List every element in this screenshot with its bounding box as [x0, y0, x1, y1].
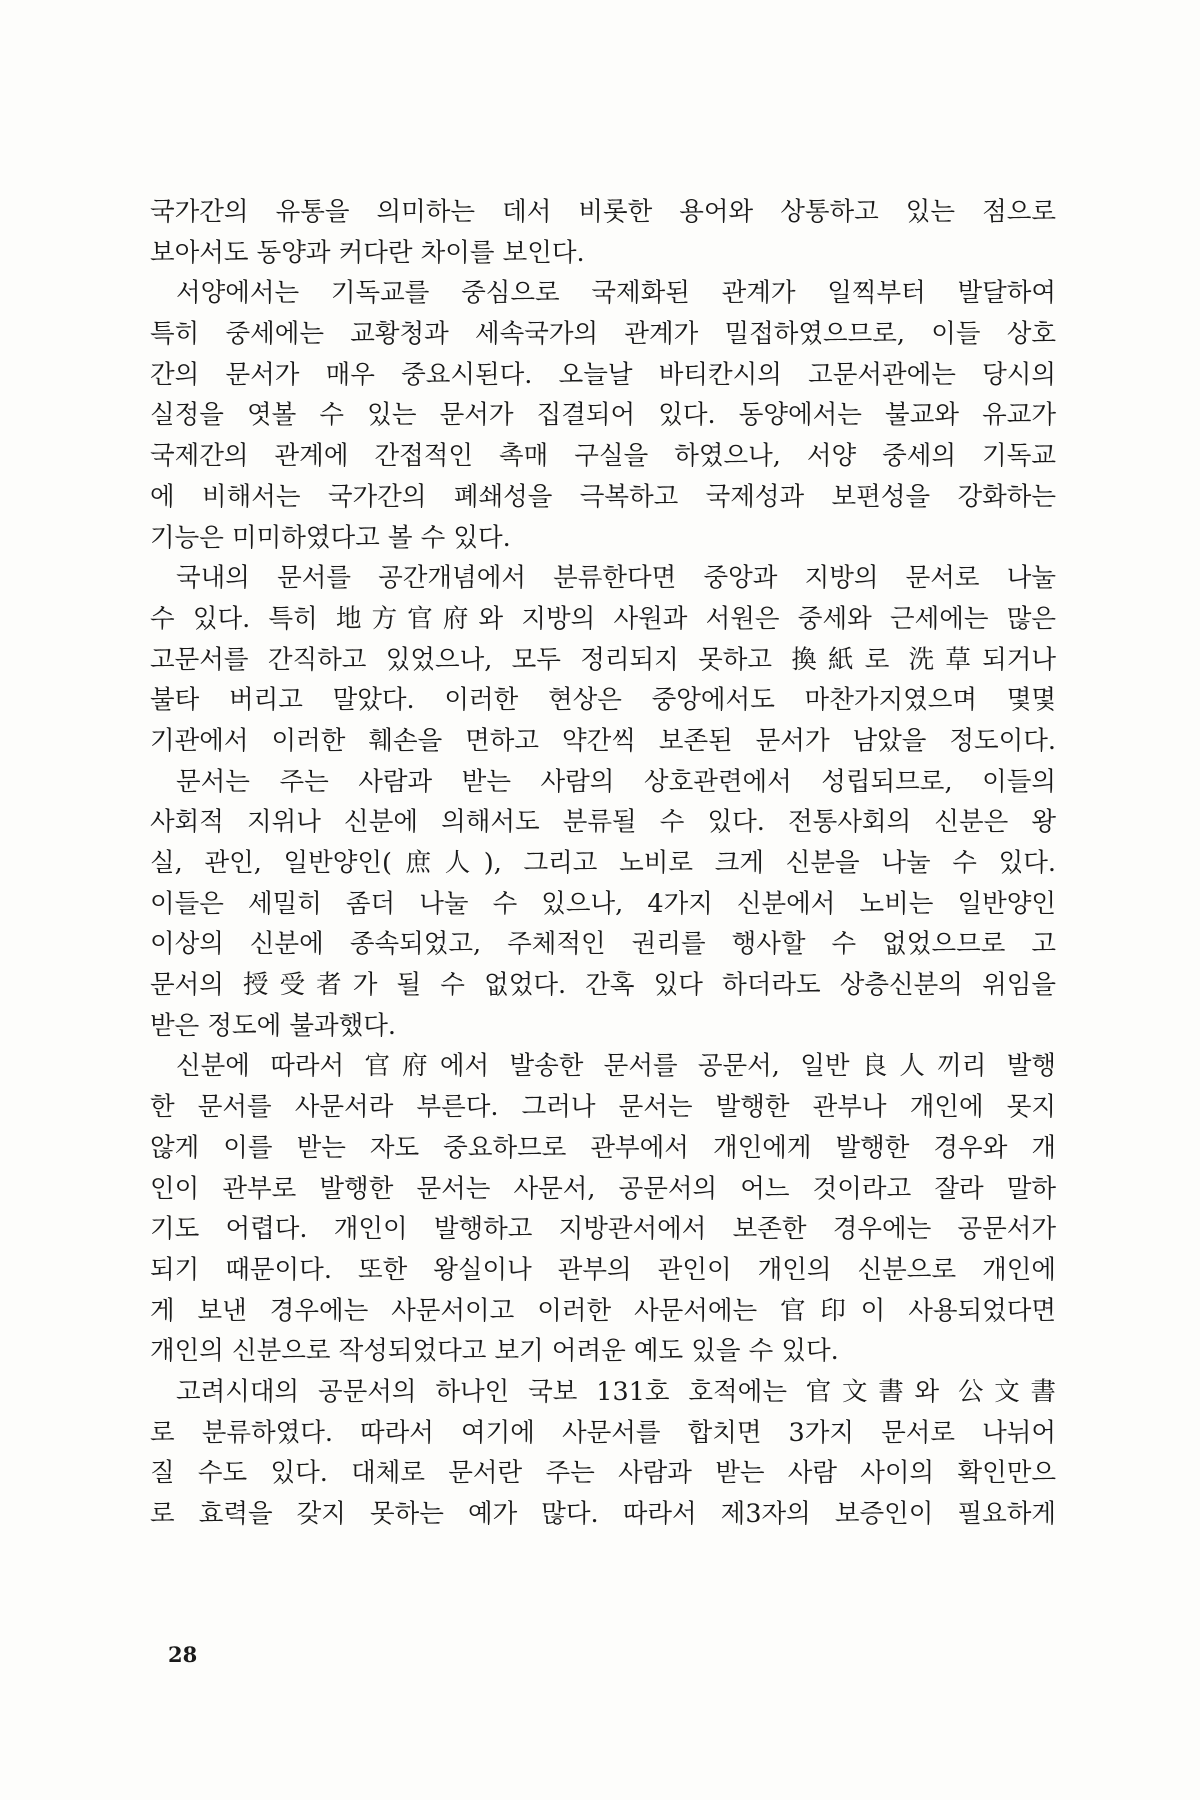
text-line: 인이 관부로 발행한 문서는 사문서, 공문서의 어느 것이라고 잘라 말하: [150, 1173, 1056, 1204]
text-line: 문서는 주는 사람과 받는 사람의 상호관련에서 성립되므로, 이들의: [176, 766, 1056, 797]
text-line: 신분에 따라서 官府에서 발송한 문서를 공문서, 일반良人끼리 발행: [176, 1051, 1056, 1082]
text-line: 국가간의 유통을 의미하는 데서 비롯한 용어와 상통하고 있는 점으로: [150, 197, 1056, 227]
text-line: 질 수도 있다. 대체로 문서란 주는 사람과 받는 사람 사이의 확인만으: [150, 1458, 1056, 1489]
text-line: 이들은 세밀히 좀더 나눌 수 있으나, 4가지 신분에서 노비는 일반양인: [150, 888, 1056, 919]
text-line: 실, 관인, 일반양인(庶人), 그리고 노비로 크게 신분을 나눌 수 있다.: [150, 848, 1056, 878]
text-line: 게 보낸 경우에는 사문서이고 이러한 사문서에는 官印이 사용되었다면: [150, 1295, 1056, 1326]
body-text: [150, 192, 1056, 1535]
text-line: 사회적 지위나 신분에 의해서도 분류될 수 있다. 전통사회의 신분은 왕: [150, 807, 1056, 838]
text-line: 고문서를 간직하고 있었으나, 모두 정리되지 못하고 換紙로 洗草되거나: [150, 644, 1056, 675]
text-line: 문서의 授受者가 될 수 없었다. 간혹 있다 하더라도 상층신분의 위임을: [150, 970, 1056, 1001]
text-line: 이상의 신분에 종속되었고, 주체적인 권리를 행사할 수 없었으므로 고: [150, 929, 1056, 960]
text-line: 기도 어렵다. 개인이 발행하고 지방관서에서 보존한 경우에는 공문서가: [150, 1214, 1056, 1245]
text-line: 개인의 신분으로 작성되었다고 보기 어려운 예도 있을 수 있다.: [150, 1336, 839, 1367]
page-number: 28: [168, 1642, 198, 1667]
text-line: 에 비해서는 국가간의 폐쇄성을 극복하고 국제성과 보편성을 강화하는: [150, 481, 1056, 512]
text-line: 서양에서는 기독교를 중심으로 국제화된 관계가 일찍부터 발달하여: [176, 278, 1056, 309]
text-line: 보아서도 동양과 커다란 차이를 보인다.: [150, 237, 585, 268]
text-line: 한 문서를 사문서라 부른다. 그러나 문서는 발행한 관부나 개인에 못지: [150, 1092, 1056, 1123]
text-line: 특히 중세에는 교황청과 세속국가의 관계가 밀접하였으므로, 이들 상호: [150, 319, 1056, 350]
text-line: 불타 버리고 말았다. 이러한 현상은 중앙에서도 마찬가지였으며 몇몇: [150, 685, 1056, 716]
text-line: 국내의 문서를 공간개념에서 분류한다면 중앙과 지방의 문서로 나눌: [176, 563, 1056, 594]
text-line: 실정을 엿볼 수 있는 문서가 집결되어 있다. 동양에서는 불교와 유교가: [150, 400, 1056, 431]
text-line: 기관에서 이러한 훼손을 면하고 약간씩 보존된 문서가 남았을 정도이다.: [150, 725, 1056, 756]
text-line: 간의 문서가 매우 중요시된다. 오늘날 바티칸시의 고문서관에는 당시의: [150, 359, 1056, 390]
text-line: 수 있다. 특히 地方官府와 지방의 사원과 서원은 중세와 근세에는 많은: [150, 603, 1056, 634]
text-line: 고려시대의 공문서의 하나인 국보 131호 호적에는 官文書와 公文書: [176, 1376, 1056, 1407]
text-line: 받은 정도에 불과했다.: [150, 1010, 397, 1041]
text-line: 로 효력을 갖지 못하는 예가 많다. 따라서 제3자의 보증인이 필요하게: [150, 1499, 1056, 1529]
text-line: 로 분류하였다. 따라서 여기에 사문서를 합치면 3가지 문서로 나뉘어: [150, 1417, 1056, 1448]
text-line: 되기 때문이다. 또한 왕실이나 관부의 관인이 개인의 신분으로 개인에: [150, 1254, 1056, 1285]
text-line: 기능은 미미하였다고 볼 수 있다.: [150, 522, 511, 553]
text-line: 국제간의 관계에 간접적인 촉매 구실을 하였으나, 서양 중세의 기독교: [150, 441, 1056, 472]
text-line: 않게 이를 받는 자도 중요하므로 관부에서 개인에게 발행한 경우와 개: [150, 1132, 1056, 1163]
